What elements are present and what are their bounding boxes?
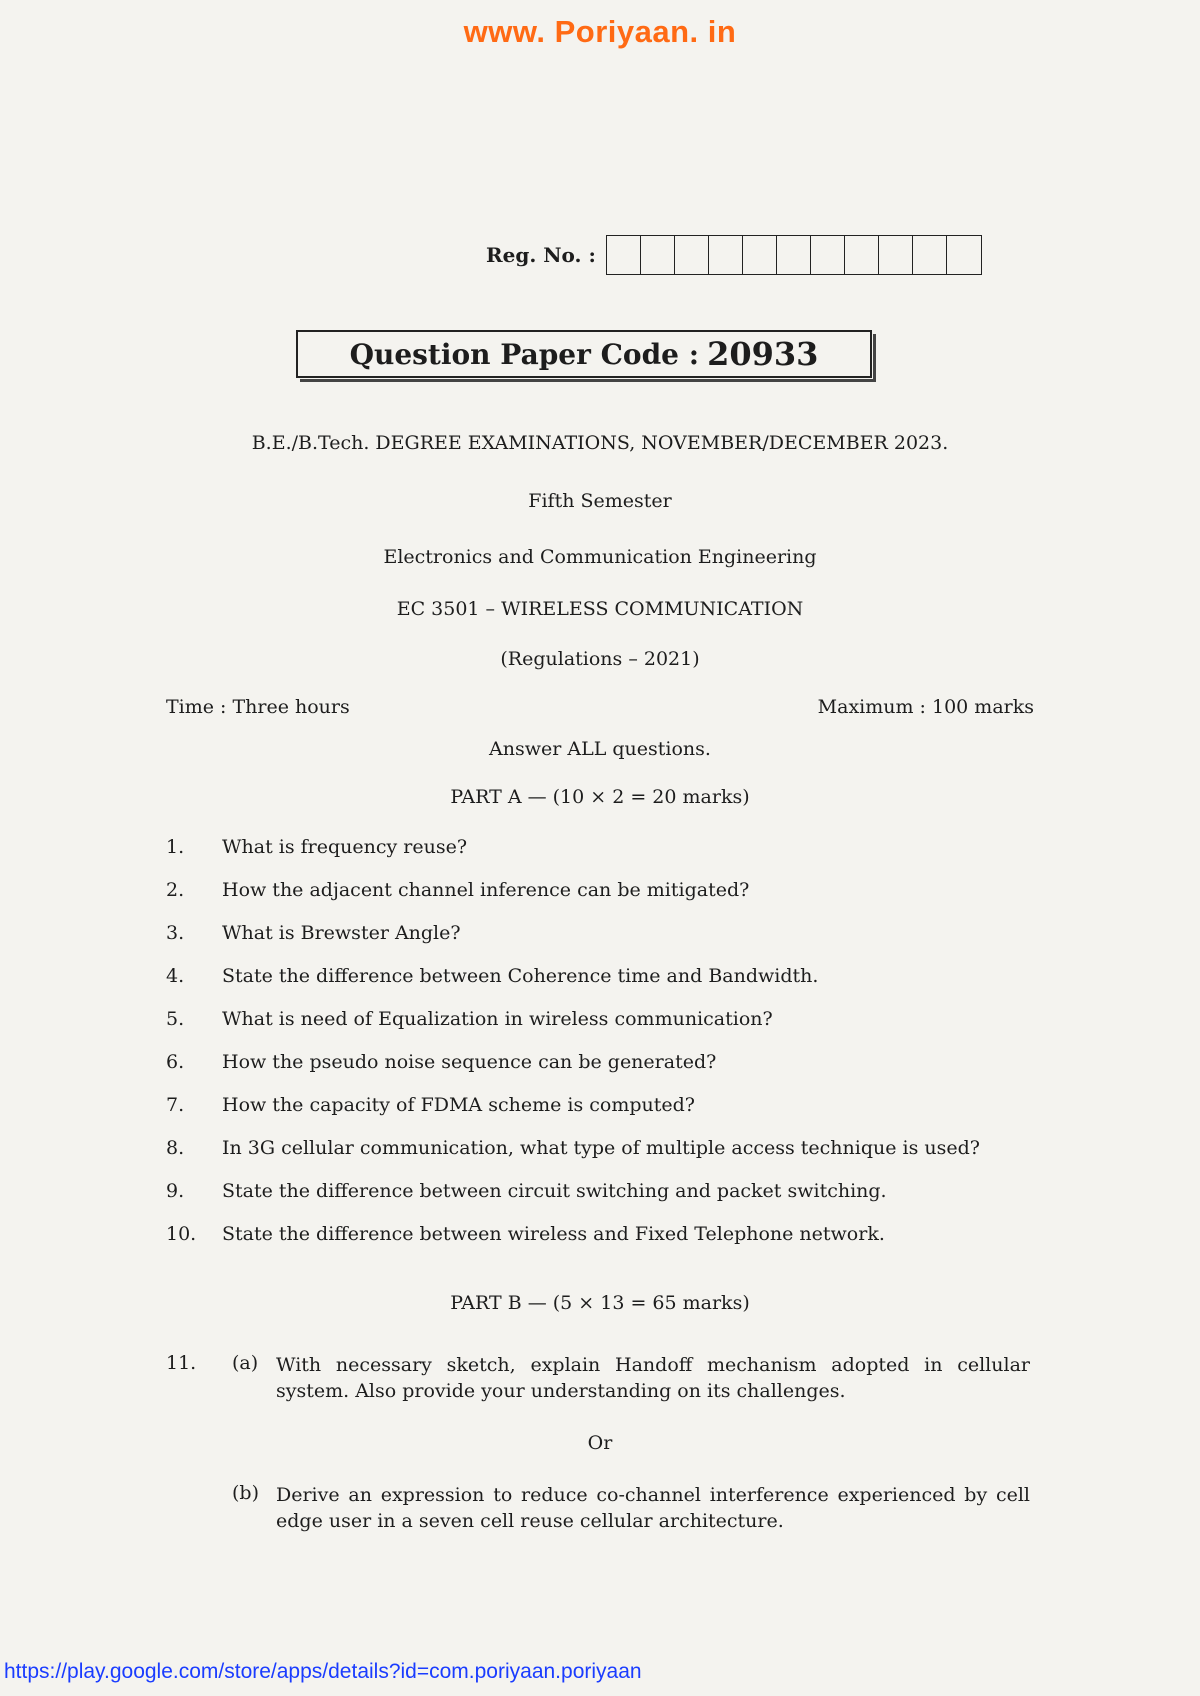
question-number: 5. — [166, 1008, 185, 1030]
question-11a-label: (a) — [232, 1352, 259, 1374]
reg-number-row — [486, 236, 982, 274]
part-b-heading: PART B — (5 × 13 = 65 marks) — [450, 1292, 750, 1314]
reg-number-box[interactable] — [947, 236, 981, 274]
question-number: 1. — [166, 836, 185, 858]
question-number: 9. — [166, 1180, 185, 1202]
question-11b-label: (b) — [232, 1482, 259, 1504]
footer-bar — [0, 1652, 1200, 1696]
semester: Fifth Semester — [528, 490, 672, 512]
question-number: 3. — [166, 922, 185, 944]
question-text: What is Brewster Angle? — [222, 922, 461, 944]
reg-number-label: Reg. No. : — [486, 243, 596, 267]
question-11a-text: With necessary sketch, explain Handoff mechanism adopted in cellular system. Also provide your understanding on its challenges. — [276, 1354, 1030, 1402]
question-number: 10. — [166, 1223, 197, 1245]
regulations: (Regulations – 2021) — [500, 648, 700, 670]
question-11-number: 11. — [166, 1352, 197, 1374]
reg-number-box[interactable] — [675, 236, 709, 274]
question-number: 4. — [166, 965, 185, 987]
time-allowed: Time : Three hours — [166, 696, 350, 718]
part-a-heading: PART A — (10 × 2 = 20 marks) — [450, 786, 750, 808]
question-number: 7. — [166, 1094, 185, 1116]
question-11b-text: Derive an expression to reduce co-channel interference experienced by cell edge user in a seven cell reuse cellular architecture. — [276, 1484, 1030, 1532]
question-text: State the difference between circuit switching and packet switching. — [222, 1180, 887, 1202]
question-text: State the difference between wireless and Fixed Telephone network. — [222, 1223, 885, 1245]
reg-number-box[interactable] — [879, 236, 913, 274]
branch: Electronics and Communication Engineering — [383, 546, 817, 568]
reg-number-box[interactable] — [641, 236, 675, 274]
reg-number-box[interactable] — [743, 236, 777, 274]
reg-number-box[interactable] — [913, 236, 947, 274]
reg-number-box[interactable] — [709, 236, 743, 274]
question-paper-code-box — [296, 330, 872, 378]
question-number: 6. — [166, 1051, 185, 1073]
code-number: 20933 — [707, 335, 819, 373]
site-header-watermark: www. Poriyaan. in — [463, 14, 737, 49]
code-label: Question Paper Code : — [349, 337, 700, 371]
question-text: In 3G cellular communication, what type of multiple access technique is used? — [222, 1137, 980, 1159]
or-separator: Or — [587, 1432, 613, 1454]
reg-number-boxes — [606, 235, 982, 275]
footer-link[interactable]: https://play.google.com/store/apps/details?id=com.poriyaan.poriyaan — [4, 1660, 642, 1683]
instruction: Answer ALL questions. — [489, 738, 711, 760]
maximum-marks: Maximum : 100 marks — [817, 696, 1034, 718]
question-text: How the capacity of FDMA scheme is computed? — [222, 1094, 695, 1116]
reg-number-box[interactable] — [845, 236, 879, 274]
question-text: What is frequency reuse? — [222, 836, 468, 858]
question-number: 2. — [166, 879, 185, 901]
question-text: How the adjacent channel inference can be mitigated? — [222, 879, 750, 901]
exam-title: B.E./B.Tech. DEGREE EXAMINATIONS, NOVEMBER/DECEMBER 2023. — [251, 432, 949, 454]
question-text: State the difference between Coherence time and Bandwidth. — [222, 965, 819, 987]
question-number: 8. — [166, 1137, 185, 1159]
question-text: How the pseudo noise sequence can be generated? — [222, 1051, 717, 1073]
reg-number-box[interactable] — [607, 236, 641, 274]
question-text: What is need of Equalization in wireless communication? — [222, 1008, 773, 1030]
reg-number-box[interactable] — [811, 236, 845, 274]
course-title: EC 3501 – WIRELESS COMMUNICATION — [396, 598, 804, 620]
reg-number-box[interactable] — [777, 236, 811, 274]
